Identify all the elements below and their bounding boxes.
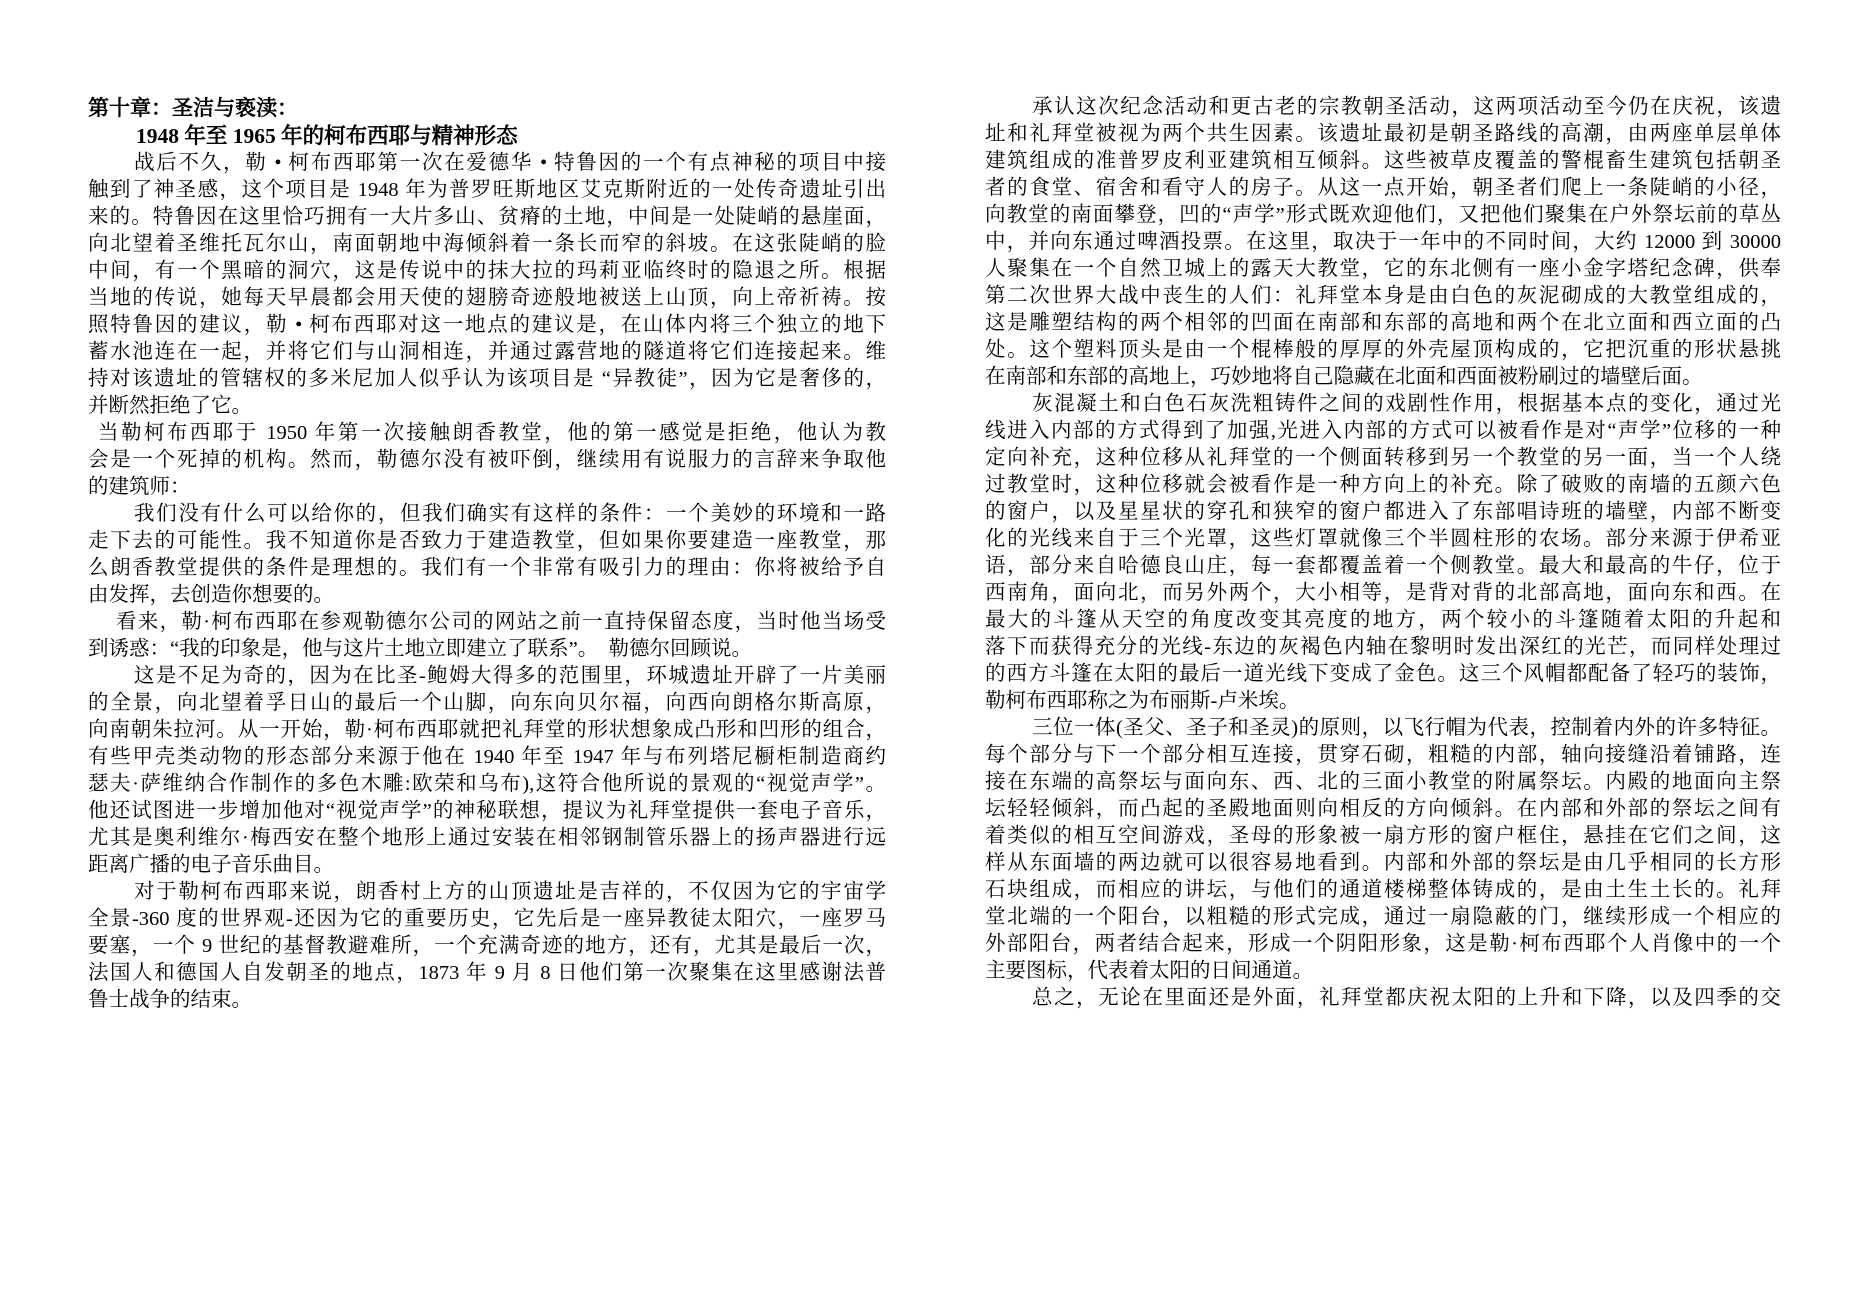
text-line: 中，并向东通过啤酒投票。在这里，取决于一年中的不同时间，大约 12000 到 30000 bbox=[985, 231, 1781, 253]
text-line: 外部阳台，两者结合起来，形成一个阴阳形象，这是勒·柯布西耶个人肖像中的一个 bbox=[985, 933, 1781, 955]
text-line: 对于勒柯布西耶来说，朗香村上方的山顶遗址是吉祥的，不仅因为它的宇宙学 bbox=[134, 881, 886, 903]
text-line: 鲁士战争的结束。 bbox=[88, 989, 252, 1011]
text-line: 尤其是奥利维尔·梅西安在整个地形上通过安装在相邻钢制管乐器上的扬声器进行远 bbox=[88, 827, 886, 849]
text-line: 主要图标，代表着太阳的日间通道。 bbox=[985, 960, 1313, 982]
paragraph bbox=[985, 391, 1781, 715]
text-line: 并断然拒绝了它。 bbox=[88, 395, 252, 417]
text-line: 触到了神圣感，这个项目是 1948 年为普罗旺斯地区艾克斯附近的一处传奇遗址引出 bbox=[88, 179, 886, 201]
chapter-subtitle: 1948 年至 1965 年的柯布西耶与精神形态 bbox=[136, 124, 518, 148]
text-line: 勒柯布西耶称之为布丽斯-卢米埃。 bbox=[985, 690, 1300, 712]
text-line: 向教堂的南面攀登，凹的“声学”形式既欢迎他们，又把他们聚集在户外祭坛前的草丛 bbox=[985, 204, 1781, 226]
text-line: 接在东端的高祭坛与面向东、西、北的三面小教堂的附属祭坛。内殿的地面向主祭 bbox=[985, 771, 1781, 793]
text-line: 当地的传说，她每天早晨都会用天使的翅膀奇迹般地被送上山顶，向上帝祈祷。按 bbox=[88, 287, 886, 309]
text-line: 持对该遗址的管辖权的多米尼加人似乎认为该项目是 “异教徒”，因为它是奢侈的， bbox=[88, 368, 886, 390]
text-line: 三位一体(圣父、圣子和圣灵)的原则，以飞行帽为代表，控制着内外的许多特征。 bbox=[1032, 717, 1781, 739]
text-line: 会是一个死掉的机构。然而，勒德尔没有被吓倒，继续用有说服力的言辞来争取他 bbox=[88, 449, 886, 471]
chapter-heading bbox=[88, 94, 886, 150]
text-line: 我们没有什么可以给你的，但我们确实有这样的条件：一个美妙的环境和一路 bbox=[134, 503, 886, 525]
text-line: 总之，无论在里面还是外面，礼拜堂都庆祝太阳的上升和下降，以及四季的交 bbox=[1032, 987, 1781, 1009]
text-line: 过教堂时，这种位移就会被看作是一种方向上的补充。除了破败的南墙的五颜六色 bbox=[985, 474, 1781, 496]
text-line: 建筑组成的准普罗皮利亚建筑相互倾斜。这些被草皮覆盖的警棍畜生建筑包括朝圣 bbox=[985, 150, 1781, 172]
paragraph bbox=[985, 985, 1781, 1012]
text-line: 第二次世界大战中丧生的人们：礼拜堂本身是由白色的灰泥砌成的大教堂组成的， bbox=[985, 285, 1781, 307]
text-line: 要塞，一个 9 世纪的基督教避难所，一个充满奇迹的地方，还有，尤其是最后一次， bbox=[88, 935, 886, 957]
text-line: 每个部分与下一个部分相互连接，贯穿石砌，粗糙的内部，轴向接缝沿着铺路，连 bbox=[985, 744, 1781, 766]
text-line: 来的。特鲁因在这里恰巧拥有一大片多山、贫瘠的土地，中间是一处陡峭的悬崖面， bbox=[88, 206, 886, 228]
text-line: 化的光线来自于三个光罩，这些灯罩就像三个半圆柱形的农场。部分来源于伊希亚 bbox=[985, 528, 1781, 550]
paragraph bbox=[88, 609, 886, 663]
text-line: 堂北端的一个阳台，以粗糙的形式完成，通过一扇隐蔽的门，继续形成一个相应的 bbox=[985, 906, 1781, 928]
text-line: 的窗户，以及星星状的穿孔和狭窄的窗户都进入了东部唱诗班的墙壁，内部不断变 bbox=[985, 501, 1781, 523]
text-line: 处。这个塑料顶头是由一个棍棒般的厚厚的外壳屋顶构成的，它把沉重的形状悬挑 bbox=[985, 339, 1781, 361]
text-line: 样从东面墙的两边就可以很容易地看到。内部和外部的祭坛是由几乎相同的长方形 bbox=[985, 852, 1781, 874]
right-column bbox=[985, 94, 1781, 1012]
text-line: 址和礼拜堂被视为两个共生因素。该遗址最初是朝圣路线的高潮，由两座单层单体 bbox=[985, 123, 1781, 145]
text-line: 蓄水池连在一起，并将它们与山洞相连，并通过露营地的隧道将它们连接起来。维 bbox=[88, 341, 886, 363]
text-line: 瑟夫·萨维纳合作制作的多色木雕:欧荣和乌布),这符合他所说的景观的“视觉声学”。 bbox=[88, 773, 886, 795]
text-line: 距离广播的电子音乐曲目。 bbox=[88, 854, 334, 876]
text-line: 石块组成，而相应的讲坛，与他们的通道楼梯整体铸成的，是由土生土长的。礼拜 bbox=[985, 879, 1781, 901]
text-line: 全景-360 度的世界观-还因为它的重要历史，它先后是一座异教徒太阳穴，一座罗马 bbox=[88, 908, 886, 930]
quote-paragraph bbox=[88, 501, 886, 609]
text-line: 向北望着圣维托瓦尔山，南面朝地中海倾斜着一条长而窄的斜坡。在这张陡峭的脸 bbox=[88, 233, 886, 255]
text-line: 人聚集在一个自然卫城上的露天大教堂，它的东北侧有一座小金字塔纪念碑，供奉 bbox=[985, 258, 1781, 280]
text-line: 照特鲁因的建议，勒 • 柯布西耶对这一地点的建议是，在山体内将三个独立的地下 bbox=[88, 314, 886, 336]
chapter-title: 第十章：圣洁与亵渎： bbox=[88, 96, 298, 120]
text-line: 中间，有一个黑暗的洞穴，这是传说中的抹大拉的玛莉亚临终时的隐退之所。根据 bbox=[88, 260, 886, 282]
text-line: 灰混凝土和白色石灰洗粗铸件之间的戏剧性作用，根据基本点的变化，通过光 bbox=[1032, 393, 1781, 415]
text-line: 当勒柯布西耶于 1950 年第一次接触朗香教堂，他的第一感觉是拒绝，他认为教 bbox=[98, 422, 886, 444]
text-line: 由发挥，去创造你想要的。 bbox=[88, 584, 334, 606]
text-line: 在南部和东部的高地上，巧妙地将自己隐藏在北面和西面被粉刷过的墙壁后面。 bbox=[985, 366, 1703, 388]
text-line: 落下而获得充分的光线-东边的灰褐色内轴在黎明时发出深红的光芒，而同样处理过 bbox=[985, 636, 1781, 658]
text-line: 者的食堂、宿舍和看守人的房子。从这一点开始，朝圣者们爬上一条陡峭的小径， bbox=[985, 177, 1781, 199]
text-line: 着类似的相互空间游戏，圣母的形象被一扇方形的窗户框住，悬挂在它们之间，这 bbox=[985, 825, 1781, 847]
text-line: 坛轻轻倾斜，而凸起的圣殿地面则向相反的方向倾斜。在内部和外部的祭坛之间有 bbox=[985, 798, 1781, 820]
text-line: 线进入内部的方式得到了加强,光进入内部的方式可以被看作是对“声学”位移的一种 bbox=[985, 420, 1781, 442]
paragraph bbox=[985, 94, 1781, 391]
text-line: 西南角，面向北，而另外两个，大小相等，是背对背的北部高地，面向东和西。在 bbox=[985, 582, 1781, 604]
text-line: 的西方斗篷在太阳的最后一道光线下变成了金色。这三个风帽都配备了轻巧的装饰， bbox=[985, 663, 1781, 685]
text-line: 承认这次纪念活动和更古老的宗教朝圣活动，这两项活动至今仍在庆祝，该遗 bbox=[1032, 96, 1781, 118]
text-line: 的建筑师： bbox=[88, 476, 191, 498]
text-line: 这是雕塑结构的两个相邻的凹面在南部和东部的高地和两个在北立面和西立面的凸 bbox=[985, 312, 1781, 334]
text-line: 语，部分来自哈德良山庄，每一套都覆盖着一个侧教堂。最大和最高的牛仔，位于 bbox=[985, 555, 1781, 577]
text-line: 走下去的可能性。我不知道你是否致力于建造教堂，但如果你要建造一座教堂，那 bbox=[88, 530, 886, 552]
text-line: 最大的斗篷从天空的角度改变其亮度的地方，两个较小的斗篷随着太阳的升起和 bbox=[985, 609, 1781, 631]
text-line: 这是不足为奇的，因为在比圣-鲍姆大得多的范围里，环城遗址开辟了一片美丽 bbox=[134, 665, 886, 687]
text-line: 看来，勒·柯布西耶在参观勒德尔公司的网站之前一直持保留态度，当时他当场受 bbox=[116, 611, 886, 633]
left-column bbox=[88, 150, 886, 1014]
text-line: 法国人和德国人自发朝圣的地点，1873 年 9 月 8 日他们第一次聚集在这里感谢法普 bbox=[88, 962, 886, 984]
text-line: 的全景，向北望着孚日山的最后一个山脚，向东向贝尔福，向西向朗格尔斯高原， bbox=[88, 692, 886, 714]
paragraph bbox=[88, 879, 886, 1014]
text-line: 他还试图进一步增加他对“视觉声学”的神秘联想，提议为礼拜堂提供一套电子音乐， bbox=[88, 800, 886, 822]
text-line: 么朗香教堂提供的条件是理想的。我们有一个非常有吸引力的理由：你将被给予自 bbox=[88, 557, 886, 579]
text-line: 到诱惑：“我的印象是，他与这片土地立即建立了联系”。 勒德尔回顾说。 bbox=[88, 638, 752, 660]
paragraph bbox=[88, 420, 886, 501]
text-line: 定向补充，这种位移从礼拜堂的一个侧面转移到另一个教堂的另一面，当一个人绕 bbox=[985, 447, 1781, 469]
text-line: 有些甲壳类动物的形态部分来源于他在 1940 年至 1947 年与布列塔尼橱柜制造商约 bbox=[88, 746, 886, 768]
paragraph bbox=[985, 715, 1781, 985]
text-line: 战后不久，勒 • 柯布西耶第一次在爱德华 • 特鲁因的一个有点神秘的项目中接 bbox=[134, 152, 886, 174]
paragraph bbox=[88, 663, 886, 879]
text-line: 向南朝朱拉河。从一开始，勒·柯布西耶就把礼拜堂的形状想象成凸形和凹形的组合， bbox=[88, 719, 886, 741]
paragraph bbox=[88, 150, 886, 420]
